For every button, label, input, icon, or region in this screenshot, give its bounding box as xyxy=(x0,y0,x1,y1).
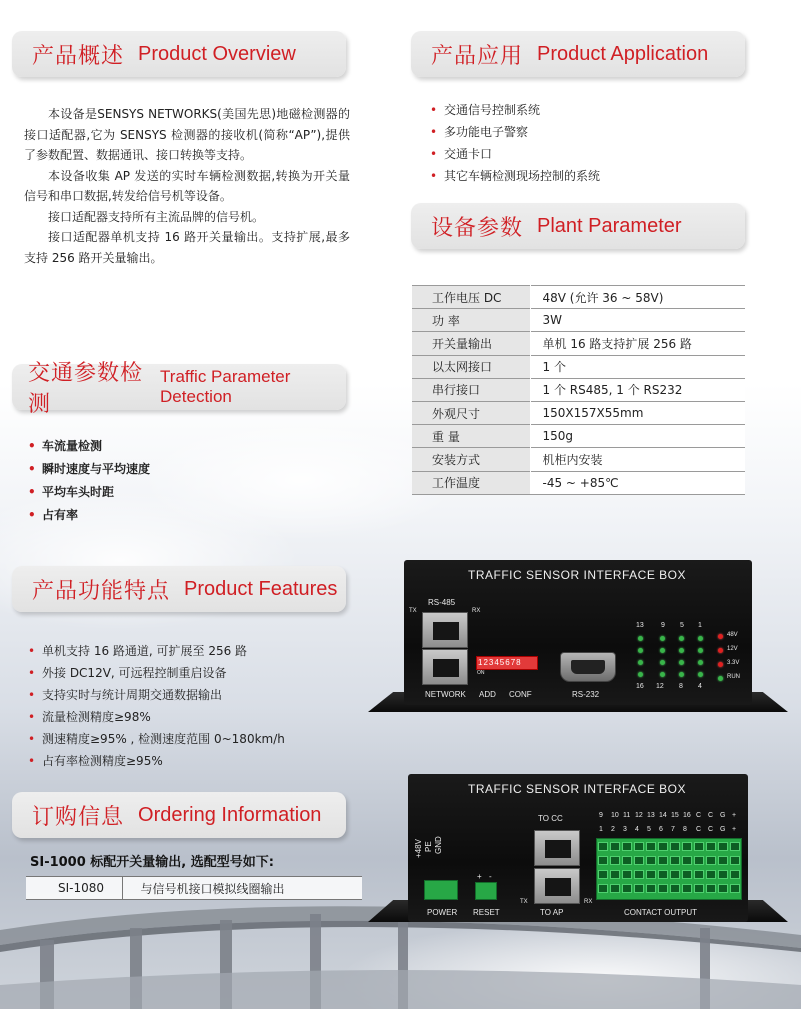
table-row xyxy=(412,401,745,424)
overview-title-zh: 产品概述 xyxy=(32,43,125,69)
contact-number: + xyxy=(732,826,737,833)
list-item: • 支持实时与统计周期交通数据输出 xyxy=(26,684,285,706)
status-led-label: 12V xyxy=(727,646,738,652)
terminal-screw xyxy=(682,870,692,879)
param-key: 工作电压 DC xyxy=(412,286,530,309)
terminal-screw xyxy=(598,856,608,865)
overview-paragraph: 接口适配器单机支持 16 路开关量输出。支持扩展,最多支持 256 路开关量输出。 xyxy=(24,230,350,265)
contact-number: 11 xyxy=(623,812,631,819)
terminal-screw xyxy=(622,870,632,879)
terminal-screw xyxy=(658,884,668,893)
rx-label: RX xyxy=(472,608,481,614)
ordering-note: SI-1000 标配开关量输出, 选配型号如下: xyxy=(30,855,274,870)
table-row xyxy=(412,471,745,494)
terminal-screw xyxy=(718,884,728,893)
terminal-screw xyxy=(730,870,740,879)
contact-number: 14 xyxy=(659,812,667,819)
param-value: 3W xyxy=(530,309,745,332)
power-label: POWER xyxy=(427,908,458,917)
overview-paragraph: 本设备是SENSYS NETWORKS(美国先思)地磁检测器的接口适配器,它为 SENSYS 检测器的接收机(简称“AP”),提供了参数配置、数据通讯、接口转换等支持。 xyxy=(24,107,350,162)
table-row xyxy=(412,355,745,378)
param-key xyxy=(412,425,530,448)
terminal-screw xyxy=(706,870,716,879)
channel-led xyxy=(660,660,665,665)
contact-number: 7 xyxy=(671,826,675,833)
contact-number: C xyxy=(696,826,702,833)
terminal-screw xyxy=(730,856,740,865)
terminal-screw xyxy=(706,842,716,851)
param-value: 1 个 RS485, 1 个 RS232 xyxy=(530,378,745,401)
terminal-screw xyxy=(634,842,644,851)
application-title-en: Product Application xyxy=(537,42,709,65)
channel-led xyxy=(698,636,703,641)
to-cc-label: TO CC xyxy=(538,814,563,823)
contact-number: 2 xyxy=(611,826,615,833)
terminal-screw xyxy=(658,870,668,879)
terminal-screw xyxy=(730,884,740,893)
add-label: ADD xyxy=(479,690,496,699)
terminal-screw xyxy=(694,884,704,893)
table-row xyxy=(26,877,362,900)
ordering-title-zh: 订购信息 xyxy=(32,804,125,830)
parameter-title-zh: 设备参数 xyxy=(431,215,524,241)
device-back-image xyxy=(368,772,788,932)
terminal-screw xyxy=(658,856,668,865)
rs485-port xyxy=(422,612,468,648)
terminal-screw xyxy=(694,870,704,879)
to-ap-port xyxy=(534,868,580,904)
channel-led xyxy=(679,660,684,665)
rs485-label: RS-485 xyxy=(428,598,456,607)
list-item: • 多功能电子警察 xyxy=(428,121,600,143)
param-key-text: 功 率 xyxy=(432,313,460,328)
ordering-title-en: Ordering Information xyxy=(138,803,322,826)
terminal-screw xyxy=(694,856,704,865)
channel-led xyxy=(698,660,703,665)
overview-title-en: Product Overview xyxy=(138,42,296,65)
param-value: 单机 16 路支持扩展 256 路 xyxy=(530,332,745,355)
led-number: 12 xyxy=(656,683,664,690)
terminal-screw xyxy=(622,856,632,865)
channel-led xyxy=(638,636,643,641)
contact-number: 3 xyxy=(623,826,627,833)
param-key: 开关量输出 xyxy=(412,332,530,355)
terminal-screw xyxy=(610,870,620,879)
param-value: 1 个 xyxy=(530,355,745,378)
list-item: • 外接 DC12V, 可远程控制重启设备 xyxy=(26,662,285,684)
contact-number: 6 xyxy=(659,826,663,833)
contact-number: 9 xyxy=(599,812,603,819)
application-title-zh: 产品应用 xyxy=(431,43,524,69)
contact-number: 13 xyxy=(647,812,655,819)
rx-label: RX xyxy=(584,899,593,905)
table-row xyxy=(412,425,745,448)
reset-pin-label: + xyxy=(477,872,482,881)
terminal-screw xyxy=(670,856,680,865)
list-item: • 瞬时速度与平均速度 xyxy=(26,458,150,481)
terminal-screw xyxy=(622,884,632,893)
channel-led xyxy=(698,648,703,653)
terminal-screw xyxy=(718,870,728,879)
detection-list xyxy=(26,435,150,527)
terminal-screw xyxy=(670,870,680,879)
list-item: • 平均车头时距 xyxy=(26,481,150,504)
led-number: 1 xyxy=(698,622,702,629)
channel-led xyxy=(698,672,703,677)
power-pin-label: +48V xyxy=(414,839,423,858)
to-cc-port xyxy=(534,830,580,866)
terminal-screw xyxy=(598,884,608,893)
terminal-screw xyxy=(706,884,716,893)
terminal-screw xyxy=(718,842,728,851)
param-key: 安装方式 xyxy=(412,448,530,471)
terminal-screw xyxy=(646,856,656,865)
parameter-table xyxy=(412,285,745,495)
param-value: 150g xyxy=(530,425,745,448)
contact-number: 4 xyxy=(635,826,639,833)
list-item: • 占有率 xyxy=(26,504,150,527)
led-number: 8 xyxy=(679,683,683,690)
description-cell: 与信号机接口模拟线圈输出 xyxy=(122,877,362,900)
contact-number: 5 xyxy=(647,826,651,833)
contact-number: 10 xyxy=(611,812,619,819)
led-number: 16 xyxy=(636,683,644,690)
channel-led xyxy=(638,660,643,665)
terminal-screw xyxy=(646,870,656,879)
overview-paragraph: 接口适配器支持所有主流品牌的信号机。 xyxy=(48,209,265,224)
rs232-label: RS-232 xyxy=(572,690,600,699)
device-title: TRAFFIC SENSOR INTERFACE BOX xyxy=(468,782,687,796)
terminal-screw xyxy=(682,842,692,851)
reset-pin-label: - xyxy=(489,872,492,881)
overview-paragraph: 本设备收集 AP 发送的实时车辆检测数据,转换为开关量信号和串口数据,转发给信号机等设备。 xyxy=(24,168,350,203)
ordering-header xyxy=(12,792,346,838)
contact-number: 12 xyxy=(635,812,643,819)
terminal-screw xyxy=(670,884,680,893)
list-item: • 其它车辆检测现场控制的系统 xyxy=(428,165,600,187)
conf-label: CONF xyxy=(509,690,532,699)
led-number: 5 xyxy=(680,622,684,629)
list-item: • 流量检测精度≥98% xyxy=(26,706,285,728)
terminal-screw xyxy=(610,856,620,865)
channel-led xyxy=(679,672,684,677)
status-led-label: RUN xyxy=(727,674,740,680)
channel-led xyxy=(638,648,643,653)
status-led xyxy=(718,648,723,653)
contact-number: 15 xyxy=(671,812,679,819)
table-row xyxy=(412,378,745,401)
list-item: • 单机支持 16 路通道, 可扩展至 256 路 xyxy=(26,640,285,662)
contact-number: + xyxy=(732,812,737,819)
channel-led xyxy=(660,672,665,677)
application-header xyxy=(411,31,745,77)
network-port xyxy=(422,649,468,685)
terminal-screw xyxy=(658,842,668,851)
terminal-screw xyxy=(646,884,656,893)
reset-label: RESET xyxy=(473,908,500,917)
param-value: 机柜内安装 xyxy=(530,448,745,471)
to-ap-label: TO AP xyxy=(540,908,564,917)
param-key-text: 重 量 xyxy=(432,429,460,444)
param-value: -45 ~ +85℃ xyxy=(530,471,745,494)
table-row xyxy=(412,332,745,355)
dip-numbers: 12345678 xyxy=(478,658,522,667)
contact-output-label: CONTACT OUTPUT xyxy=(624,908,698,917)
param-key: 工作温度 xyxy=(412,471,530,494)
terminal-screw xyxy=(694,842,704,851)
table-row xyxy=(412,309,745,332)
detection-title-en: Traffic Parameter Detection xyxy=(160,367,291,406)
channel-led xyxy=(660,636,665,641)
status-led xyxy=(718,634,723,639)
terminal-screw xyxy=(634,870,644,879)
reset-terminal xyxy=(475,882,497,900)
detection-header xyxy=(12,361,346,417)
terminal-screw xyxy=(622,842,632,851)
ordering-table xyxy=(26,876,362,900)
network-label: NETWORK xyxy=(425,690,466,699)
terminal-screw xyxy=(682,884,692,893)
power-terminal xyxy=(424,880,458,900)
param-value: 48V (允许 36 ~ 58V) xyxy=(530,286,745,309)
contact-number: 8 xyxy=(683,826,687,833)
terminal-screw xyxy=(634,856,644,865)
contact-number: G xyxy=(720,812,726,819)
device-front-image xyxy=(368,552,788,727)
list-item: • 测速精度≥95% , 检测速度范围 0~180km/h xyxy=(26,728,285,750)
overview-header xyxy=(12,31,346,77)
status-led-label: 48V xyxy=(727,632,738,638)
led-number: 9 xyxy=(661,622,665,629)
table-row xyxy=(412,448,745,471)
terminal-screw xyxy=(610,842,620,851)
list-item: • 交通卡口 xyxy=(428,143,600,165)
terminal-screw xyxy=(670,842,680,851)
contact-number: 16 xyxy=(683,812,691,819)
list-item: • 交通信号控制系统 xyxy=(428,99,600,121)
status-led-label: 3.3V xyxy=(727,660,740,666)
terminal-screw xyxy=(718,856,728,865)
detection-title-zh: 交通参数检测 xyxy=(28,361,144,417)
terminal-screw xyxy=(598,842,608,851)
parameter-header xyxy=(411,203,745,249)
param-key: 串行接口 xyxy=(412,378,530,401)
rs232-port xyxy=(560,652,616,682)
channel-led xyxy=(679,648,684,653)
parameter-title-en: Plant Parameter xyxy=(537,214,682,237)
terminal-screw xyxy=(634,884,644,893)
power-pin-label: GND xyxy=(434,836,443,854)
contact-number: C xyxy=(708,812,714,819)
channel-led xyxy=(660,648,665,653)
param-value: 150X157X55mm xyxy=(530,401,745,424)
terminal-screw xyxy=(610,884,620,893)
features-title-zh: 产品功能特点 xyxy=(32,578,171,604)
list-item: • 占有率检测精度≥95% xyxy=(26,750,285,772)
param-key: 以太网接口 xyxy=(412,355,530,378)
tx-label: TX xyxy=(409,608,417,614)
table-row xyxy=(412,286,745,309)
tx-label: TX xyxy=(520,899,528,905)
list-item: • 车流量检测 xyxy=(26,435,150,458)
contact-number: G xyxy=(720,826,726,833)
features-list xyxy=(26,640,285,772)
contact-number: 1 xyxy=(599,826,603,833)
terminal-screw xyxy=(706,856,716,865)
device-title: TRAFFIC SENSOR INTERFACE BOX xyxy=(468,568,687,582)
contact-number: C xyxy=(696,812,702,819)
power-pin-label: PE xyxy=(424,841,433,852)
contact-number: C xyxy=(708,826,714,833)
features-title-en: Product Features xyxy=(184,577,338,600)
led-number: 13 xyxy=(636,622,644,629)
param-key xyxy=(412,309,530,332)
model-cell: SI-1080 xyxy=(26,877,122,900)
features-header xyxy=(12,566,346,612)
overview-text xyxy=(24,104,350,268)
terminal-screw xyxy=(730,842,740,851)
dip-on-label: ON xyxy=(477,670,485,676)
application-list xyxy=(428,99,600,187)
terminal-screw xyxy=(682,856,692,865)
param-key: 外观尺寸 xyxy=(412,401,530,424)
terminal-screw xyxy=(598,870,608,879)
status-led xyxy=(718,676,723,681)
status-led xyxy=(718,662,723,667)
channel-led xyxy=(638,672,643,677)
channel-led xyxy=(679,636,684,641)
led-number: 4 xyxy=(698,683,702,690)
terminal-screw xyxy=(646,842,656,851)
